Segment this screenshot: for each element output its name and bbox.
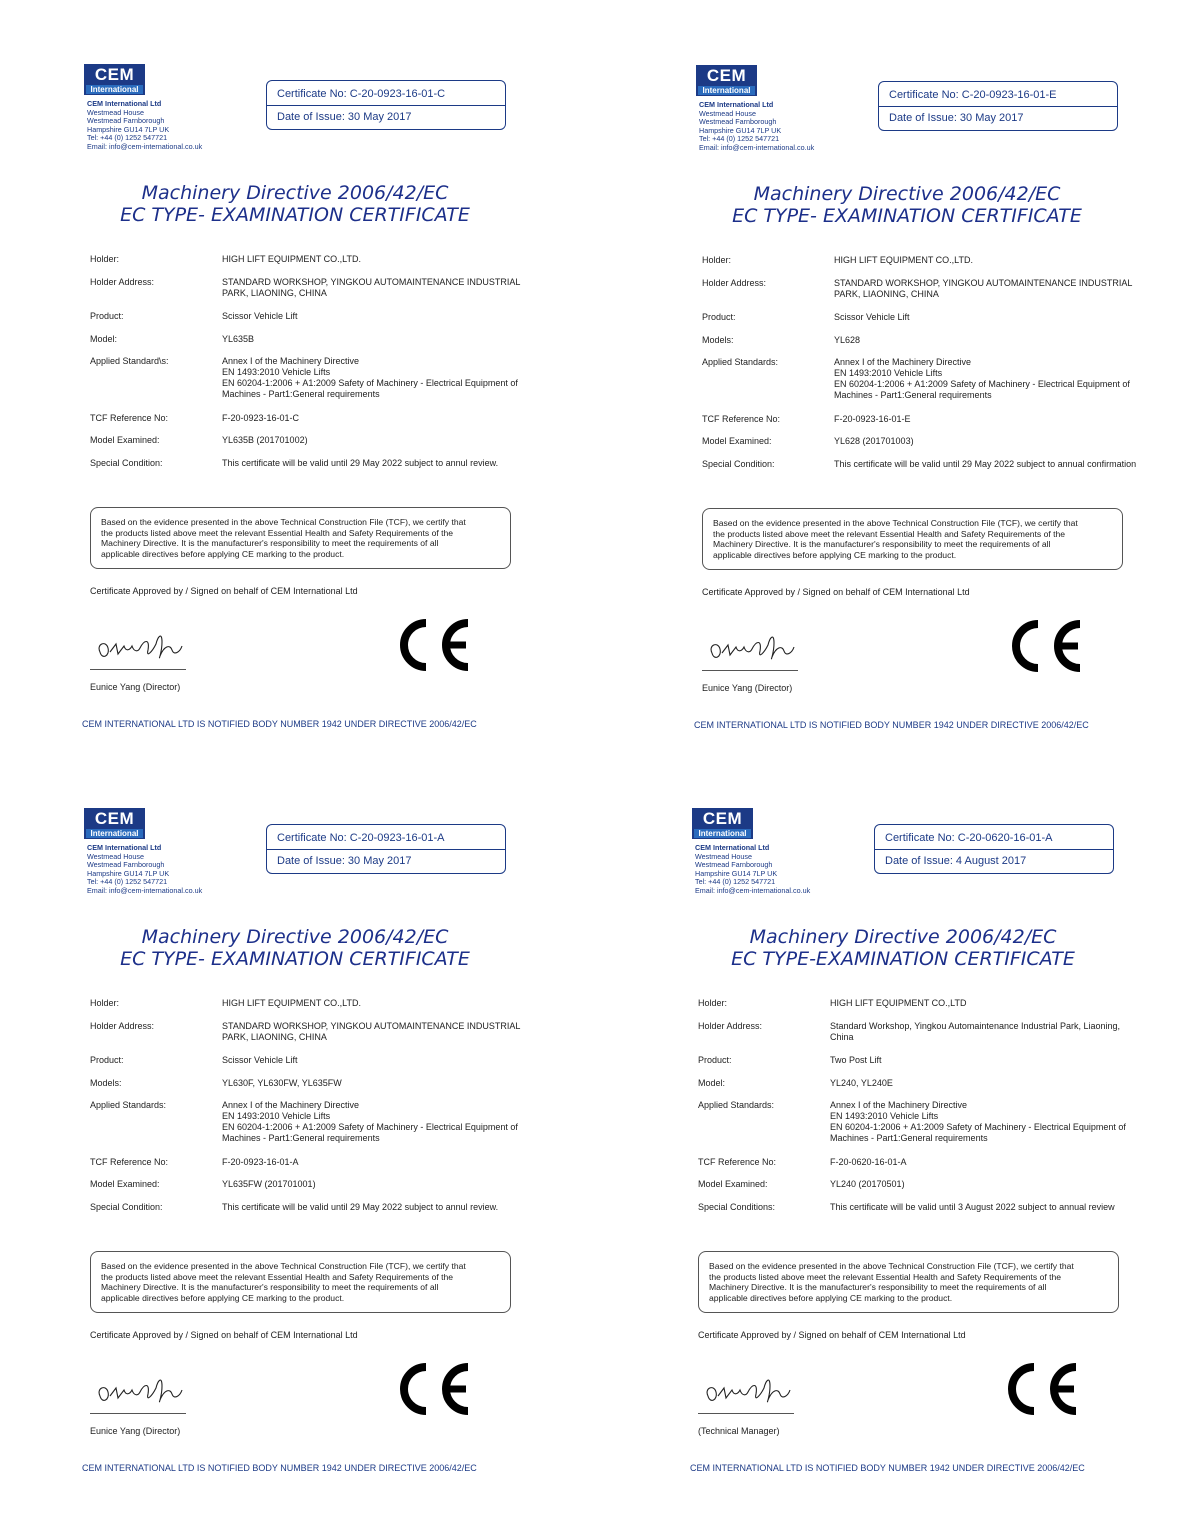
certificate-number: Certificate No: C-20-0923-16-01-A (277, 832, 445, 844)
holder-address-label: Holder Address: (702, 278, 767, 288)
model-examined-label: Model Examined: (90, 435, 160, 445)
notified-body-footer: CEM INTERNATIONAL LTD IS NOTIFIED BODY NUMBER 1942 UNDER DIRECTIVE 2006/42/EC (694, 720, 1089, 730)
evidence-line: the products listed above meet the relevant Essential Health and Safety Requirements of the (101, 1271, 454, 1282)
model-label: Models: (702, 335, 734, 345)
approval-statement: Certificate Approved by / Signed on behalf of CEM International Ltd (698, 1330, 966, 1340)
certificate-3 (0, 744, 590, 1484)
standard-line: Annex I of the Machinery Directive (222, 356, 360, 366)
product-label: Product: (90, 1055, 124, 1065)
signature-line (702, 670, 798, 671)
evidence-line: Machinery Directive. It is the manufacturer's responsibility to meet the requirements of all (101, 538, 439, 548)
issuer-address (695, 844, 810, 895)
address-value-line: STANDARD WORKSHOP, YINGKOU AUTOMAINTENANCE INDUSTRIAL (222, 277, 521, 287)
cem-logo (692, 808, 753, 839)
holder-address-value (222, 277, 520, 299)
address-line: Westmead Farnborough (699, 117, 777, 126)
applied-standards-label: Applied Standards: (698, 1100, 775, 1110)
holder-address-value (830, 1021, 1120, 1043)
issuer-address (699, 101, 814, 152)
tcf-reference-label: TCF Reference No: (90, 1157, 169, 1167)
certificate-4 (608, 744, 1198, 1484)
standard-line: Annex I of the Machinery Directive (830, 1100, 968, 1110)
tcf-reference-value: F-20-0620-16-01-A (830, 1157, 907, 1167)
address-line: Tel: +44 (0) 1252 547721 (699, 134, 780, 143)
special-condition-value: This certificate will be valid until 29 May 2022 subject to annul review. (222, 458, 499, 468)
certificate-2 (612, 1, 1201, 741)
address-line: CEM International Ltd (695, 843, 770, 852)
address-value-line: PARK, LIAONING, CHINA (834, 289, 939, 299)
standard-line: EN 1493:2010 Vehicle Lifts (222, 367, 331, 377)
evidence-line: the products listed above meet the relevant Essential Health and Safety Requirements of the (101, 527, 454, 538)
model-examined-value: YL635B (201701002) (222, 435, 308, 445)
address-line: Westmead House (695, 851, 752, 861)
logo-subtext: International (86, 829, 143, 838)
standard-line: Machines - Part1:General requirements (834, 390, 992, 400)
date-of-issue: Date of Issue: 4 August 2017 (885, 855, 1027, 867)
model-examined-value: YL628 (201701003) (834, 436, 914, 446)
special-condition-label: Special Condition: (90, 1202, 163, 1212)
applied-standards-label: Applied Standard\s: (90, 356, 169, 366)
cem-logo (84, 808, 145, 839)
address-line: CEM International Ltd (87, 843, 162, 852)
address-value-line: STANDARD WORKSHOP, YINGKOU AUTOMAINTENANCE INDUSTRIAL (834, 278, 1133, 288)
certificate-title: EC TYPE- EXAMINATION CERTIFICATE (120, 948, 470, 970)
model-label: Model: (698, 1078, 726, 1088)
directive-title: Machinery Directive 2006/42/EC (753, 183, 1061, 205)
product-label: Product: (90, 311, 124, 321)
address-value-line: PARK, LIAONING, CHINA (222, 288, 327, 298)
holder-address-label: Holder Address: (90, 1021, 155, 1031)
address-value-line: PARK, LIAONING, CHINA (222, 1032, 327, 1042)
applied-standards-value (834, 357, 1130, 401)
ce-mark-icon (998, 1359, 1080, 1419)
notified-body-footer: CEM INTERNATIONAL LTD IS NOTIFIED BODY NUMBER 1942 UNDER DIRECTIVE 2006/42/EC (82, 1463, 477, 1473)
address-line: CEM International Ltd (699, 100, 774, 109)
evidence-line: applicable directives before applying CE marking to the product. (101, 548, 345, 559)
address-line: Westmead Farnborough (695, 860, 773, 869)
address-line: Tel: +44 (0) 1252 547721 (87, 133, 168, 142)
standard-line: EN 1493:2010 Vehicle Lifts (222, 1111, 331, 1121)
tcf-reference-label: TCF Reference No: (702, 414, 781, 424)
evidence-line: Machinery Directive. It is the manufacturer's responsibility to meet the requirements of all (101, 1282, 439, 1292)
signer-name: Eunice Yang (Director) (90, 1426, 181, 1436)
ce-mark-icon (390, 615, 472, 675)
ce-mark-icon (390, 1359, 472, 1419)
certificate-number: Certificate No: C-20-0620-16-01-A (885, 832, 1053, 844)
evidence-line: applicable directives before applying CE marking to the product. (713, 549, 957, 560)
evidence-line: Based on the evidence presented in the above Technical Construction File (TCF), we certify that (709, 1261, 1074, 1271)
signature (704, 623, 804, 673)
model-label: Model: (90, 334, 118, 344)
ce-mark-icon (1002, 616, 1084, 676)
divider (875, 849, 1113, 850)
model-value: YL630F, YL630FW, YL635FW (222, 1078, 342, 1088)
address-value-line: China (830, 1032, 854, 1042)
date-of-issue: Date of Issue: 30 May 2017 (277, 855, 412, 867)
product-value: Two Post Lift (830, 1055, 882, 1065)
standard-line: EN 60204-1:2006 + A1:2009 Safety of Machinery - Electrical Equipment of (834, 379, 1130, 389)
divider (267, 105, 505, 106)
certificate-info-box (266, 824, 506, 874)
cem-logo (696, 65, 757, 96)
evidence-line: Based on the evidence presented in the above Technical Construction File (TCF), we certify that (713, 518, 1078, 528)
evidence-line: Based on the evidence presented in the above Technical Construction File (TCF), we certify that (101, 517, 466, 527)
evidence-statement-box (90, 507, 511, 569)
standard-line: EN 1493:2010 Vehicle Lifts (834, 368, 943, 378)
address-line: Westmead House (87, 851, 144, 861)
special-condition-value: This certificate will be valid until 29 May 2022 subject to annual confirmation (834, 459, 1137, 469)
evidence-line: Machinery Directive. It is the manufacturer's responsibility to meet the requirements of all (713, 539, 1051, 549)
holder-value: HIGH LIFT EQUIPMENT CO.,LTD (830, 998, 967, 1008)
product-label: Product: (702, 312, 736, 322)
model-value: YL240, YL240E (830, 1078, 893, 1088)
signature-line (90, 669, 186, 670)
signer-name: Eunice Yang (Director) (702, 683, 793, 693)
model-value: YL635B (222, 334, 255, 344)
address-line: CEM International Ltd (87, 99, 162, 108)
address-line: Hampshire GU14 7LP UK (695, 868, 778, 878)
signature-line (90, 1413, 186, 1414)
divider (267, 849, 505, 850)
holder-label: Holder: (698, 998, 728, 1008)
evidence-statement-box (90, 1251, 511, 1313)
certificate-title: EC TYPE-EXAMINATION CERTIFICATE (731, 948, 1075, 970)
holder-address-value (222, 1021, 520, 1043)
address-line: Email: info@cem-international.co.uk (699, 142, 815, 152)
approval-statement: Certificate Approved by / Signed on behalf of CEM International Ltd (90, 1330, 358, 1340)
directive-title: Machinery Directive 2006/42/EC (749, 926, 1057, 948)
divider (879, 106, 1117, 107)
signature (92, 1366, 192, 1416)
signer-name: (Technical Manager) (698, 1426, 780, 1436)
address-line: Email: info@cem-international.co.uk (87, 141, 203, 151)
certificate-info-box (878, 81, 1118, 131)
logo-subtext: International (694, 829, 751, 838)
model-examined-label: Model Examined: (698, 1179, 768, 1189)
issuer-address (87, 100, 202, 151)
certificate-1 (0, 0, 590, 740)
holder-address-label: Holder Address: (90, 277, 155, 287)
certificate-number: Certificate No: C-20-0923-16-01-C (277, 88, 446, 100)
approval-statement: Certificate Approved by / Signed on behalf of CEM International Ltd (702, 587, 970, 597)
evidence-line: the products listed above meet the relevant Essential Health and Safety Requirements of the (709, 1271, 1062, 1282)
certificate-info-box (266, 80, 506, 130)
signature (92, 622, 192, 672)
special-condition-label: Special Conditions: (698, 1202, 776, 1212)
standard-line: EN 60204-1:2006 + A1:2009 Safety of Machinery - Electrical Equipment of (830, 1122, 1126, 1132)
logo-text: CEM (94, 65, 135, 84)
holder-value: HIGH LIFT EQUIPMENT CO.,LTD. (834, 255, 974, 265)
holder-label: Holder: (90, 254, 120, 264)
applied-standards-label: Applied Standards: (702, 357, 779, 367)
logo-text: CEM (94, 809, 135, 828)
directive-title: Machinery Directive 2006/42/EC (141, 926, 449, 948)
standard-line: Annex I of the Machinery Directive (222, 1100, 360, 1110)
evidence-line: Based on the evidence presented in the above Technical Construction File (TCF), we certify that (101, 1261, 466, 1271)
evidence-line: applicable directives before applying CE marking to the product. (709, 1292, 953, 1303)
certificate-title: EC TYPE- EXAMINATION CERTIFICATE (732, 205, 1082, 227)
product-value: Scissor Vehicle Lift (222, 311, 298, 321)
address-line: Westmead Farnborough (87, 860, 165, 869)
address-line: Hampshire GU14 7LP UK (699, 125, 782, 135)
holder-label: Holder: (702, 255, 732, 265)
model-examined-value: YL240 (20170501) (830, 1179, 905, 1189)
approval-statement: Certificate Approved by / Signed on behalf of CEM International Ltd (90, 586, 358, 596)
certificate-title: EC TYPE- EXAMINATION CERTIFICATE (120, 204, 470, 226)
special-condition-value: This certificate will be valid until 3 August 2022 subject to annual review (830, 1202, 1115, 1212)
holder-address-value (834, 278, 1132, 300)
holder-value: HIGH LIFT EQUIPMENT CO.,LTD. (222, 254, 362, 264)
evidence-statement-box (702, 508, 1123, 570)
notified-body-footer: CEM INTERNATIONAL LTD IS NOTIFIED BODY NUMBER 1942 UNDER DIRECTIVE 2006/42/EC (82, 719, 477, 729)
holder-label: Holder: (90, 998, 120, 1008)
standard-line: Machines - Part1:General requirements (222, 1133, 380, 1143)
address-value-line: STANDARD WORKSHOP, YINGKOU AUTOMAINTENANCE INDUSTRIAL (222, 1021, 521, 1031)
logo-subtext: International (698, 86, 755, 95)
standard-line: Machines - Part1:General requirements (830, 1133, 988, 1143)
directive-title: Machinery Directive 2006/42/EC (141, 182, 449, 204)
standard-line: EN 1493:2010 Vehicle Lifts (830, 1111, 939, 1121)
standard-line: EN 60204-1:2006 + A1:2009 Safety of Machinery - Electrical Equipment of (222, 1122, 518, 1132)
date-of-issue: Date of Issue: 30 May 2017 (889, 112, 1024, 124)
standard-line: EN 60204-1:2006 + A1:2009 Safety of Machinery - Electrical Equipment of (222, 378, 518, 388)
evidence-line: applicable directives before applying CE marking to the product. (101, 1292, 345, 1303)
model-value: YL628 (834, 335, 861, 345)
logo-text: CEM (706, 66, 747, 85)
evidence-statement-box (698, 1251, 1119, 1313)
address-line: Tel: +44 (0) 1252 547721 (695, 877, 776, 886)
logo-text: CEM (702, 809, 743, 828)
address-line: Westmead House (699, 108, 756, 118)
certificate-number: Certificate No: C-20-0923-16-01-E (889, 89, 1057, 101)
signature-line (698, 1413, 794, 1414)
standard-line: Annex I of the Machinery Directive (834, 357, 972, 367)
model-examined-label: Model Examined: (90, 1179, 160, 1189)
issuer-address (87, 844, 202, 895)
model-examined-value: YL635FW (201701001) (222, 1179, 316, 1189)
address-value-line: Standard Workshop, Yingkou Automaintenance Industrial Park, Liaoning, (830, 1021, 1121, 1031)
product-label: Product: (698, 1055, 732, 1065)
cem-logo (84, 64, 145, 95)
applied-standards-label: Applied Standards: (90, 1100, 167, 1110)
applied-standards-value (222, 356, 518, 400)
signature (700, 1366, 800, 1416)
evidence-line: Machinery Directive. It is the manufacturer's responsibility to meet the requirements of all (709, 1282, 1047, 1292)
holder-address-label: Holder Address: (698, 1021, 763, 1031)
special-condition-label: Special Condition: (702, 459, 775, 469)
holder-value: HIGH LIFT EQUIPMENT CO.,LTD. (222, 998, 362, 1008)
applied-standards-value (830, 1100, 1126, 1144)
date-of-issue: Date of Issue: 30 May 2017 (277, 111, 412, 123)
certificate-info-box (874, 824, 1114, 874)
address-line: Westmead House (87, 107, 144, 117)
special-condition-label: Special Condition: (90, 458, 163, 468)
signer-name: Eunice Yang (Director) (90, 682, 181, 692)
address-line: Hampshire GU14 7LP UK (87, 124, 170, 134)
model-label: Models: (90, 1078, 122, 1088)
notified-body-footer: CEM INTERNATIONAL LTD IS NOTIFIED BODY NUMBER 1942 UNDER DIRECTIVE 2006/42/EC (690, 1463, 1085, 1473)
standard-line: Machines - Part1:General requirements (222, 389, 380, 399)
product-value: Scissor Vehicle Lift (222, 1055, 298, 1065)
product-value: Scissor Vehicle Lift (834, 312, 910, 322)
address-line: Email: info@cem-international.co.uk (695, 885, 811, 895)
address-line: Tel: +44 (0) 1252 547721 (87, 877, 168, 886)
tcf-reference-label: TCF Reference No: (90, 413, 169, 423)
special-condition-value: This certificate will be valid until 29 May 2022 subject to annul review. (222, 1202, 499, 1212)
address-line: Westmead Farnborough (87, 116, 165, 125)
evidence-line: the products listed above meet the relevant Essential Health and Safety Requirements of the (713, 528, 1066, 539)
tcf-reference-value: F-20-0923-16-01-A (222, 1157, 299, 1167)
tcf-reference-value: F-20-0923-16-01-E (834, 414, 911, 424)
model-examined-label: Model Examined: (702, 436, 772, 446)
tcf-reference-label: TCF Reference No: (698, 1157, 777, 1167)
tcf-reference-value: F-20-0923-16-01-C (222, 413, 300, 423)
address-line: Hampshire GU14 7LP UK (87, 868, 170, 878)
applied-standards-value (222, 1100, 518, 1144)
logo-subtext: International (86, 85, 143, 94)
address-line: Email: info@cem-international.co.uk (87, 885, 203, 895)
